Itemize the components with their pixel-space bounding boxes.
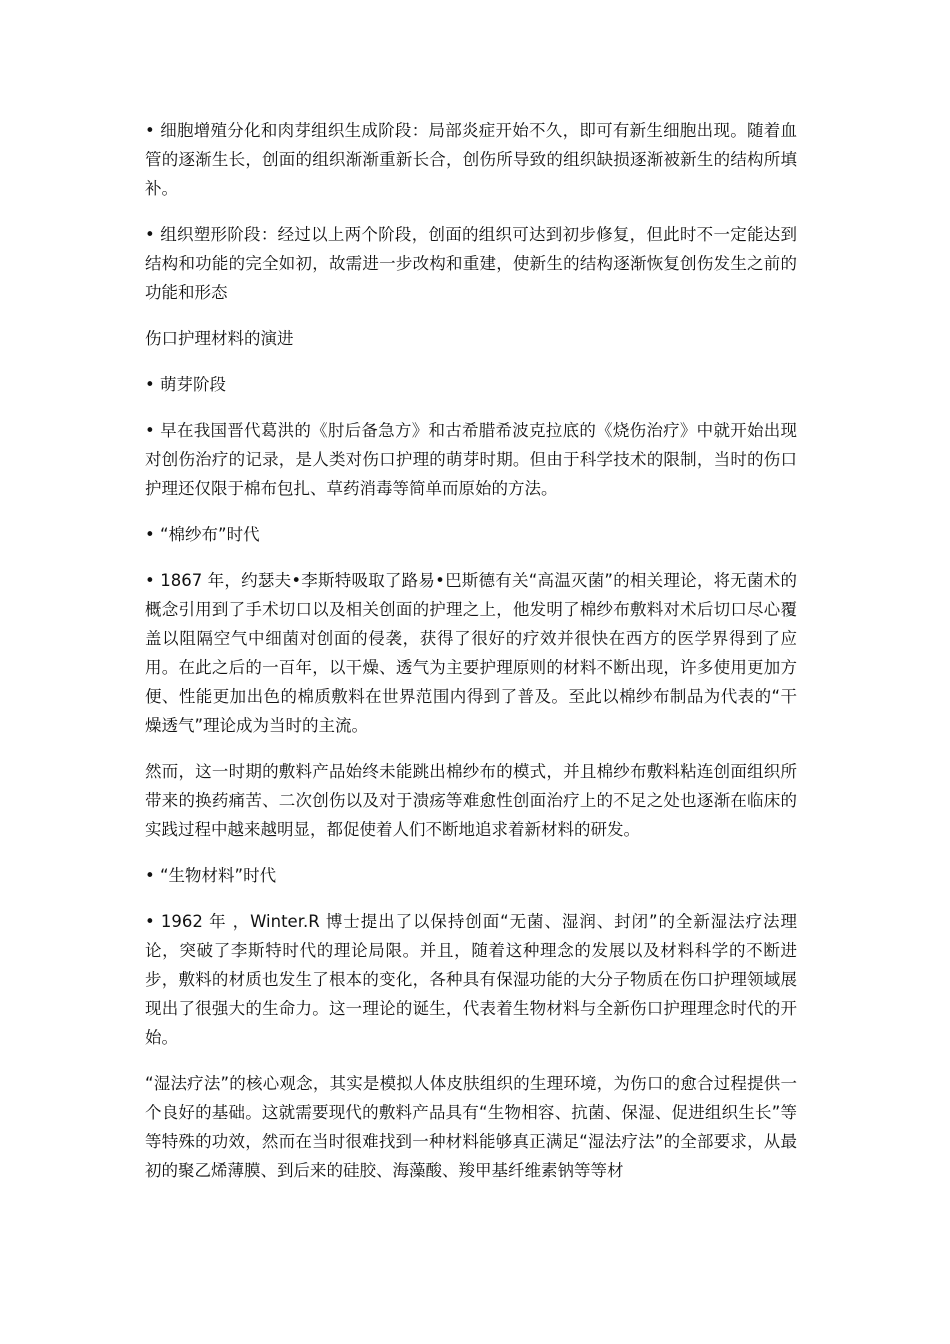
document-body — [145, 116, 797, 1202]
subheading-gauze-era: • “棉纱布”时代 — [145, 525, 260, 544]
paragraph-budding-stage: • 早在我国晋代葛洪的《肘后备急方》和古希腊希波克拉底的《烧伤治疗》中就开始出现对创伤治疗的记录，是人类对伤口护理的萌芽时期。但由于科学技术的限制，当时的伤口护理还仅限于棉布包扎、草药消毒等简单而原始的方法。 — [145, 421, 797, 498]
subheading-biomaterial-era: • “生物材料”时代 — [145, 866, 277, 885]
paragraph-tissue-remodeling: • 组织塑形阶段：经过以上两个阶段，创面的组织可达到初步修复，但此时不一定能达到结构和功能的完全如初，故需进一步改构和重建，使新生的结构逐渐恢复创伤发生之前的功能和形态 — [145, 225, 797, 302]
paragraph-biomaterial-era: • 1962 年 ，Winter.R 博士提出了以保持创面“无菌、湿润、封闭”的全新湿法疗法理论，突破了李斯特时代的理论局限。并且，随着这种理念的发展以及材料科学的不断进步，敷料的材质也发生了根本的变化，各种具有保湿功能的大分子物质在伤口护理领域展现出了很强大的生命力。这一理论的诞生，代表着生物材料与全新伤口护理理念时代的开始。 — [145, 912, 797, 1047]
paragraph-gauze-limitations: 然而，这一时期的敷料产品始终未能跳出棉纱布的模式，并且棉纱布敷料粘连创面组织所带来的换药痛苦、二次创伤以及对于溃疡等难愈性创面治疗上的不足之处也逐渐在临床的实践过程中越来越明显，都促使着人们不断地追求着新材料的研发。 — [145, 762, 797, 839]
section-heading-evolution: 伤口护理材料的演进 — [145, 329, 294, 348]
paragraph-moist-therapy: “湿法疗法”的核心观念，其实是模拟人体皮肤组织的生理环境，为伤口的愈合过程提供一个良好的基础。这就需要现代的敷料产品具有“生物相容、抗菌、保湿、促进组织生长”等等特殊的功效，然而在当时很难找到一种材料能够真正满足“湿法疗法”的全部要求，从最初的聚乙烯薄膜、到后来的硅胶、海藻酸、羧甲基纤维素钠等等材 — [145, 1074, 797, 1180]
paragraph-gauze-era: • 1867 年，约瑟夫•李斯特吸取了路易•巴斯德有关“高温灭菌”的相关理论，将无菌术的概念引用到了手术切口以及相关创面的护理之上，他发明了棉纱布敷料对术后切口尽心覆盖以阻隔空气中细菌对创面的侵袭，获得了很好的疗效并很快在西方的医学界得到了应用。在此之后的一百年，以干燥、透气为主要护理原则的材料不断出现，许多使用更加方便、性能更加出色的棉质敷料在世界范围内得到了普及。至此以棉纱布制品为代表的“干燥透气”理论成为当时的主流。 — [145, 571, 797, 735]
subheading-budding-stage: • 萌芽阶段 — [145, 375, 226, 394]
paragraph-cell-proliferation: • 细胞增殖分化和肉芽组织生成阶段：局部炎症开始不久，即可有新生细胞出现。随着血管的逐渐生长，创面的组织渐渐重新长合，创伤所导致的组织缺损逐渐被新生的结构所填补。 — [145, 121, 797, 198]
